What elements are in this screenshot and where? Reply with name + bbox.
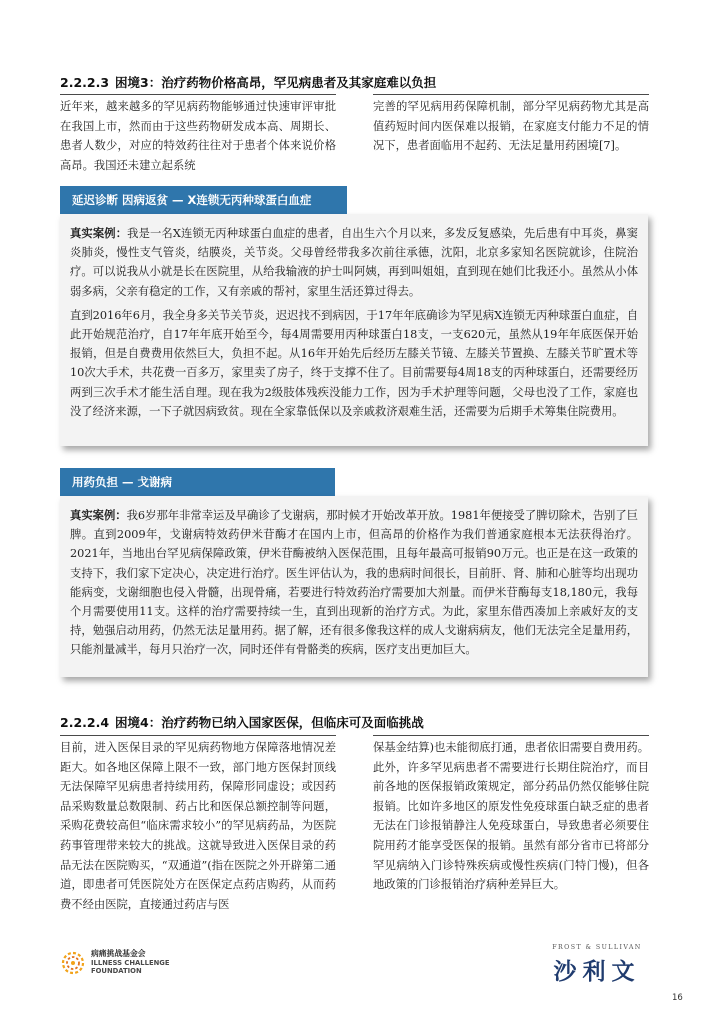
foundation-name-en-1: ILLNESS CHALLENGE bbox=[91, 958, 170, 967]
case-paragraph bbox=[70, 506, 638, 660]
case-label: 真实案例： bbox=[70, 508, 127, 522]
foundation-name-en-2: FOUNDATION bbox=[91, 967, 142, 976]
section-heading-2-2-2-4 bbox=[60, 713, 424, 731]
case-paragraph: 直到2016年6月，我全身多关节关节炎，迟迟找不到病因，于17年年底确诊为罕见病X连锁无丙种球蛋白血症，自此开始规范治疗，自17年年底开始至今，每4周需要用丙种球蛋白18支，一支620元，虽然从19年年底医保开始报销，但是自费费用依然巨大，负担不起。从16年开始先后经历左膝关节镜、左膝关节置换、左膝关节旷置术等10次大手术，共花费一百多万，家里卖了房子，终于支撑不住了。目前需要每4周18支的丙种球蛋白，还需要经历两到三次手术才能生活自理。现在我为2级肢体残疾没能力工作，因为手术护理等问题，父母也没了工作，家庭也没了经济来源，一下子就因病致贫。现在全家靠低保以及亲戚救济艰难生活，还需要为后期手术筹集住院费用。 bbox=[70, 308, 638, 418]
section-title-text: 困境4：治疗药物已纳入国家医保，但临床可及面临挑战 bbox=[115, 715, 424, 730]
section2-left-column: 目前，进入医保目录的罕见病药物地方保障落地情况差距大。如各地区保障上限不一致，部门地方医保封顶线无法保障罕见病患者持续用药，保障形同虚设；或因药品采购数量总数限制、药占比和医保总额控制等问题，采购花费较高但“临床需求较小”的罕见病药品，为医院药事管理带来较大的挑战。这就导致进入医保目录的药品无法在医院购买，“双通道”(指在医院之外开辟第二通道，即患者可凭医院处方在医保定点药店购药，从而药费不经由医院，直接通过药店与医 bbox=[60, 741, 336, 911]
case-text: 我是一名X连锁无丙种球蛋白血症的患者，自出生六个月以来，多发反复感染，先后患有中耳炎，鼻窦炎肺炎，慢性支气管炎，结膜炎，关节炎。父母曾经带我多次前往承德，沈阳，北京多家知名医院就诊，住院治疗。可以说我从小就是长在医院里，从给我输液的护士叫阿姨，再到叫姐姐，直到现在她们比我还小。虽然从小体弱多病，父亲有稳定的工作，又有亲戚的帮衬，家里生活还算过得去。 bbox=[70, 227, 638, 298]
frost-sullivan-cn: 沙利文 bbox=[553, 959, 641, 985]
section-title-text: 困境3：治疗药物价格高昂，罕见病患者及其家庭难以负担 bbox=[115, 75, 437, 90]
heading-divider bbox=[373, 735, 649, 736]
case-text: 我6岁那年非常幸运及早确诊了戈谢病，那时候才开始改革开放。1981年便接受了脾切除术，告别了巨脾。直到2009年，戈谢病特效药伊米苷酶才在国内上市，但高昂的价格作为我们普通家庭根本无法获得治疗。2021年，当地出台罕见病保障政策，伊米苷酶被纳入医保范围，且每年最高可报销90万元。也正是在这一政策的支持下，我们家下定决心，决定进行治疗。医生评估认为，我的患病时间很长，目前肝、肾、肺和心脏等均出现功能病变，戈谢细胞也侵入骨髓，出现骨痛，若要进行特效药治疗需要加大剂量。而伊米苷酶每支18,180元，我每个月需要使用11支。这样的治疗需要持续一生，直到出现新的治疗方式。为此，家里东借西凑加上亲戚好友的支持，勉强启动用药，仍然无法足量用药。据了解，还有很多像我这样的成人戈谢病病友，他们无法完全足量用药，只能剂量减半，每月只治疗一次，同时还伴有骨骼类的疾病，医疗支出更加巨大。 bbox=[70, 509, 638, 657]
section1-left-column: 近年来，越来越多的罕见病药物能够通过快速审评审批在我国上市，然而由于这些药物研发成本高、周期长、患者人数少，对应的特效药往往对于患者个体来说价格高昂。我国还未建立起系统 bbox=[60, 100, 336, 172]
foundation-name-cn: 病痛挑战基金会 bbox=[91, 949, 146, 959]
heading-divider bbox=[60, 94, 336, 95]
illness-challenge-logo bbox=[60, 950, 170, 976]
frost-sullivan-en: FROST & SULLIVAN bbox=[552, 944, 642, 951]
section1-right-column: 完善的罕见病用药保障机制，部分罕见病药物尤其是高值药短时间内医保难以报销，在家庭支付能力不足的情况下，患者面临用不起药、无法足量用药困境[7]。 bbox=[373, 100, 649, 153]
section2-right-column: 保基金结算)也未能彻底打通，患者依旧需要自费用药。此外，许多罕见病患者不需要进行长期住院治疗，而目前各地的医保报销政策规定，部分药品仍然仅能够住院报销。比如许多地区的原发性免疫球蛋白缺乏症的患者无法在门诊报销静注人免疫球蛋白，导致患者必须要住院用药才能享受医保的报销。虽然有部分省市已将部分罕见病纳入门诊特殊疾病或慢性疾病(门特门慢)，但各地政策的门诊报销治疗病种差异巨大。 bbox=[373, 741, 649, 892]
case-header-xla: 延迟诊断 因病返贫 — X连锁无丙种球蛋白血症 bbox=[60, 186, 347, 214]
foundation-logo-text bbox=[91, 950, 170, 975]
page-number: 16 bbox=[672, 993, 683, 1003]
section-heading-2-2-2-3 bbox=[60, 73, 436, 91]
case-header-gaucher: 用药负担 — 戈谢病 bbox=[60, 468, 335, 496]
case-box-xla bbox=[60, 214, 648, 446]
case-box-gaucher bbox=[60, 496, 648, 677]
section-number: 2.2.2.4 bbox=[60, 715, 110, 730]
section-number: 2.2.2.3 bbox=[60, 75, 110, 90]
heading-divider bbox=[60, 735, 336, 736]
frost-sullivan-logo bbox=[545, 944, 649, 986]
case-label: 真实案例： bbox=[70, 226, 128, 240]
case-paragraph bbox=[70, 224, 638, 301]
heading-divider bbox=[373, 94, 649, 95]
foundation-logo-icon bbox=[60, 950, 86, 976]
